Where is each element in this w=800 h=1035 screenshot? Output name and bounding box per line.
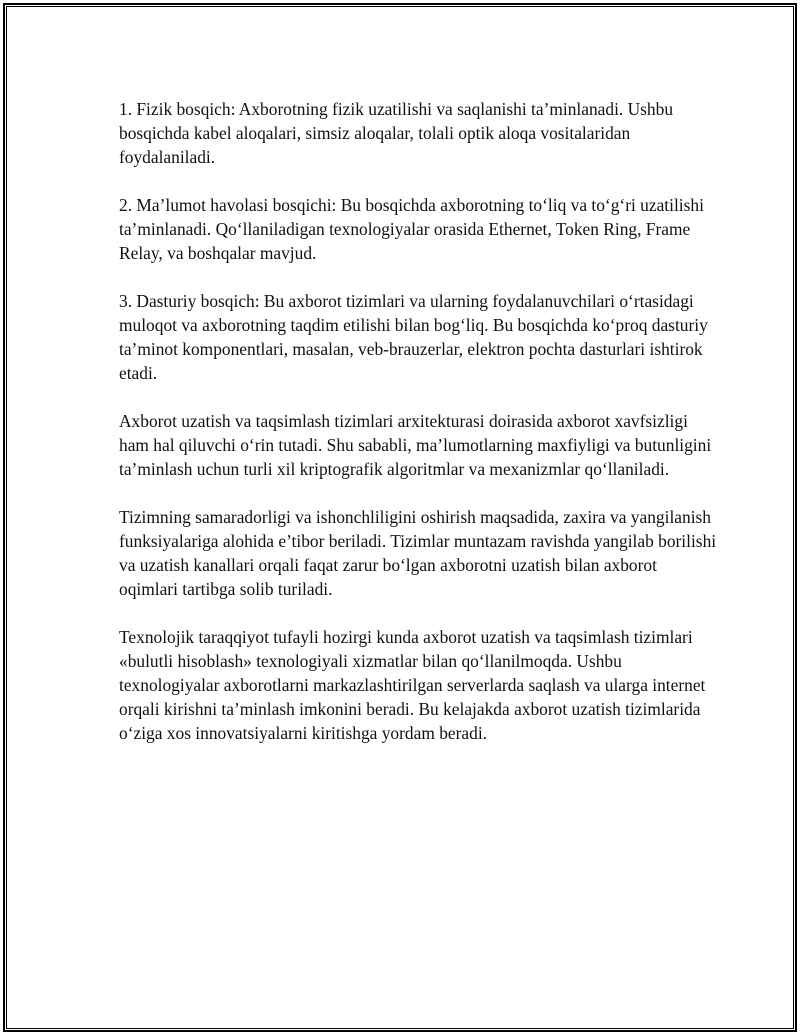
paragraph-reliability: Tizimning samaradorligi va ishonchliligini oshirish maqsadida, zaxira va yangilanish funksiyalariga alohida e’tibor beriladi. Tizimlar muntazam ravishda yangilab borilishi va uzatish kanallari orqali faqat zarur bo‘lgan axborotni uzatish bilan axborot oqimlari tartibga solib turiladi.: [119, 507, 717, 599]
page-frame: [3, 3, 797, 1032]
paragraph-cloud-computing: Texnolojik taraqqiyot tufayli hozirgi kunda axborot uzatish va taqsimlash tizimlari «bulutli hisoblash» texnologiyali xizmatlar bilan qo‘llanilmoqda. Ushbu texnologiyalar axborotlarni markazlashtirilgan serverlarda saqlash va ularga internet orqali kirishni ta’minlash imkonini beradi. Bu kelajakda axborot uzatish tizimlarida o‘ziga xos innovatsiyalarni kiritishga yordam beradi.: [119, 627, 706, 743]
paragraph-data-link-layer: 2. Ma’lumot havolasi bosqichi: Bu bosqichda axborotning to‘liq va to‘g‘ri uzatilishi ta’minlanadi. Qo‘llaniladigan texnologiyalar orasida Ethernet, Token Ring, Frame Relay, va boshqalar mavjud.: [119, 195, 704, 263]
document-body: [119, 97, 719, 745]
paragraph-security: Axborot uzatish va taqsimlash tizimlari arxitekturasi doirasida axborot xavfsizligi ham hal qiluvchi o‘rin tutadi. Shu sababli, ma’lumotlarning maxfiyligi va butunligini ta’minlash uchun turli xil kriptografik algoritmlar va mexanizmlar qo‘llaniladi.: [119, 411, 712, 479]
paragraph-physical-layer: 1. Fizik bosqich: Axborotning fizik uzatilishi va saqlanishi ta’minlanadi. Ushbu bosqichda kabel aloqalari, simsiz aloqalar, tolali optik aloqa vositalaridan foydalaniladi.: [119, 99, 674, 167]
paragraph-software-layer: 3. Dasturiy bosqich: Bu axborot tizimlari va ularning foydalanuvchilari o‘rtasidagi muloqot va axborotning taqdim etilishi bilan bog‘liq. Bu bosqichda ko‘proq dasturiy ta’minot komponentlari, masalan, veb-brauzerlar, elektron pochta dasturlari ishtirok etadi.: [119, 291, 708, 383]
